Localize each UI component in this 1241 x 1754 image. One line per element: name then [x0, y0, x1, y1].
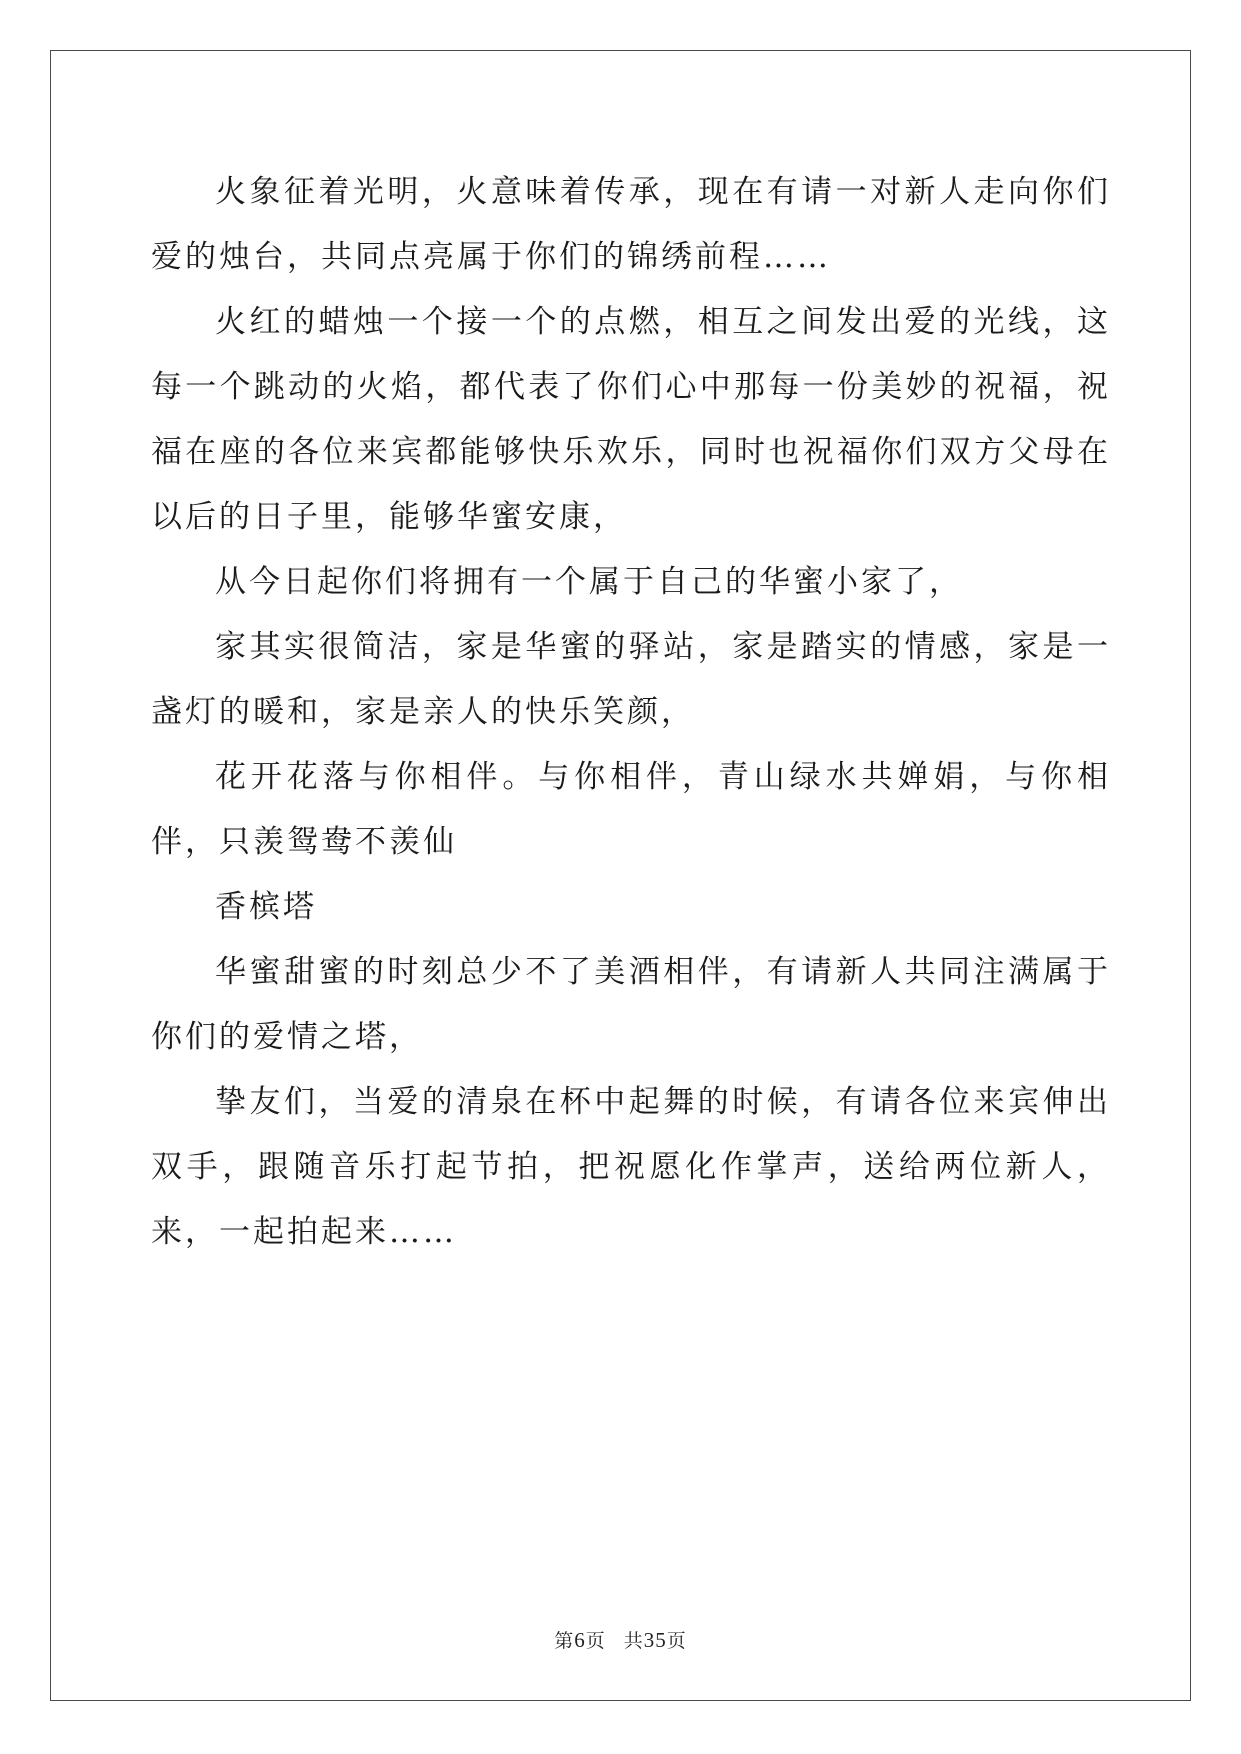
footer-prefix: 第	[554, 1630, 575, 1652]
document-body	[151, 160, 1111, 1265]
paragraph: 火象征着光明，火意味着传承，现在有请一对新人走向你们爱的烛台，共同点亮属于你们的锦绣前程……	[151, 174, 1111, 275]
section-heading: 香槟塔	[215, 889, 317, 925]
paragraph: 华蜜甜蜜的时刻总少不了美酒相伴，有请新人共同注满属于你们的爱情之塔，	[151, 954, 1111, 1055]
footer-total-suffix: 页	[666, 1630, 687, 1652]
footer-total-prefix: 共	[623, 1630, 644, 1652]
paragraph: 家其实很简洁，家是华蜜的驿站，家是踏实的情感，家是一盏灯的暖和，家是亲人的快乐笑颜，	[151, 629, 1111, 730]
page-footer	[0, 1626, 1241, 1653]
total-pages-number: 35	[643, 1628, 667, 1652]
paragraph: 花开花落与你相伴。与你相伴，青山绿水共婵娟，与你相伴，只羡鸳鸯不羡仙	[151, 759, 1111, 860]
footer-page-word: 页	[585, 1630, 606, 1652]
current-page-number: 6	[574, 1628, 586, 1652]
paragraph: 从今日起你们将拥有一个属于自己的华蜜小家了，	[215, 564, 963, 600]
paragraph: 火红的蜡烛一个接一个的点燃，相互之间发出爱的光线，这每一个跳动的火焰，都代表了你们心中那每一份美妙的祝福，祝福在座的各位来宾都能够快乐欢乐，同时也祝福你们双方父母在以后的日子里，能够华蜜安康，	[151, 304, 1111, 535]
paragraph: 挚友们，当爱的清泉在杯中起舞的时候，有请各位来宾伸出双手，跟随音乐打起节拍，把祝愿化作掌声，送给两位新人，来，一起拍起来……	[151, 1084, 1111, 1250]
